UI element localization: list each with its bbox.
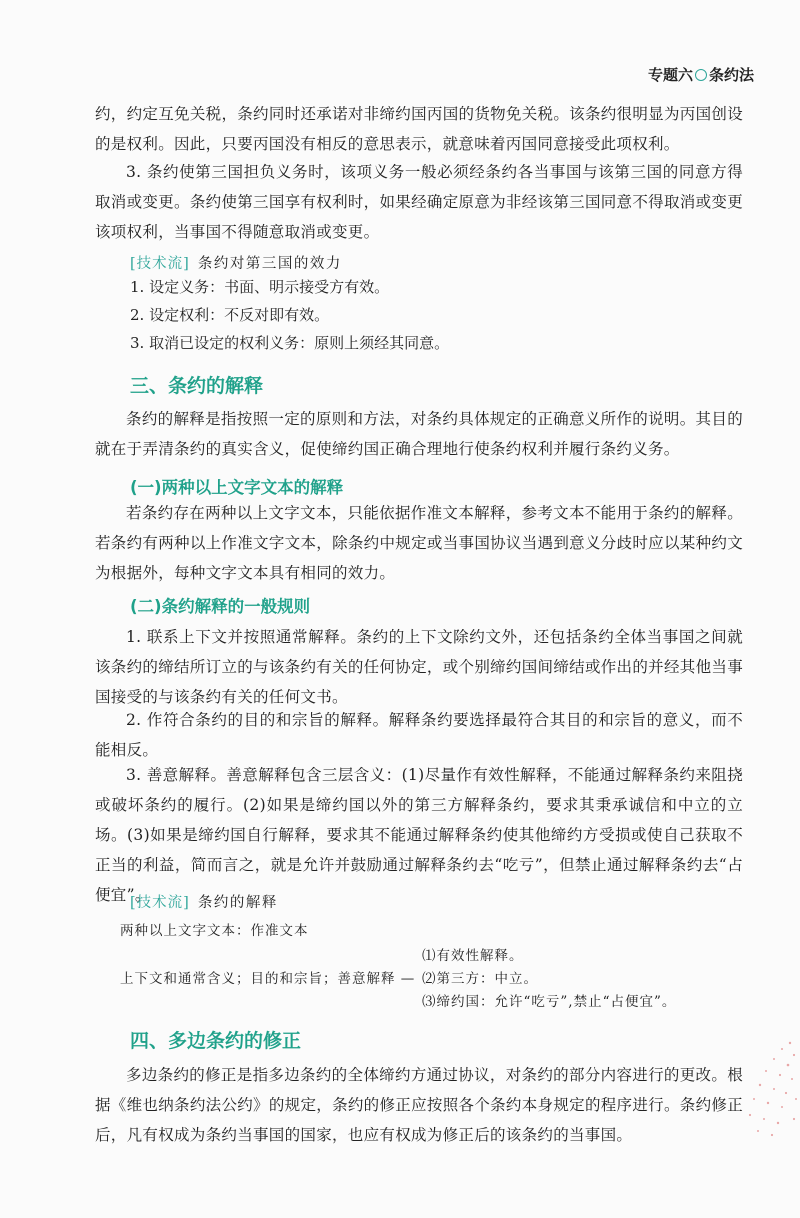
chapter-label: 专题六 [647, 66, 693, 84]
diagram-branch: ⑵第三方：中立。 [422, 971, 538, 987]
section-paragraph: 多边条约的修正是指多边条约的全体缔约方通过协议，对条约的部分内容进行的更改。根据《维也纳条约法公约》的规定，条约的修正应按照各个条约本身规定的程序进行。条约修正后，凡有权成为条约当事国的国家，也应有权成为修正后的该条约的当事国。 [95, 1066, 743, 1144]
tech-tag: [技术流] [130, 256, 190, 272]
section-heading: 三、条约的解释 [130, 375, 264, 397]
diagram-branch: ⑴有效性解释。 [422, 948, 524, 964]
subsection-heading: (二)条约解释的一般规则 [130, 597, 311, 616]
section-heading: 四、多边条约的修正 [130, 1030, 302, 1052]
tech-tag: [技术流] [130, 895, 190, 911]
rule-paragraph: 2. 作符合条约的目的和宗旨的解释。解释条约要选择最符合其目的和宗旨的意义，而不能相反。 [95, 711, 743, 759]
rule-paragraph: 1. 联系上下文并按照通常解释。条约的上下文除约文外，还包括条约全体当事国之间就该条约的缔结所订立的与该条约有关的任何协定，或个别缔约国间缔结或作出的并经其他当事国接受的与该条约有关的任何文书。 [95, 628, 743, 706]
tech-title: 条约的解释 [197, 895, 278, 911]
section-intro-paragraph: 条约的解释是指按照一定的原则和方法，对条约具体规定的正确意义所作的说明。其目的就在于弄清条约的真实含义，促使缔约国正确合理地行使条约权利并履行条约义务。 [95, 410, 743, 458]
chapter-title: 条约法 [708, 66, 754, 84]
tech-title: 条约对第三国的效力 [197, 256, 342, 272]
decorative-flourish [730, 1035, 800, 1145]
paragraph-continued: 约，约定互免关税，条约同时还承诺对非缔约国丙国的货物免关税。该条约很明显为丙国创设的是权利。因此，只要丙国没有相反的意思表示，就意味着丙国同意接受此项权利。 [95, 105, 743, 153]
tech-list-item: 3. 取消已设定的权利义务：原则上须经其同意。 [130, 334, 450, 352]
circle-separator-icon [695, 69, 707, 81]
diagram-branch: ⑶缔约国：允许“吃亏”,禁止“占便宜”。 [422, 994, 677, 1010]
running-header [648, 64, 754, 85]
subsection-paragraph: 若条约存在两种以上文字文本，只能依据作准文本解释，参考文本不能用于条约的解释。若条约有两种以上作准文字文本，除条约中规定或当事国协议当遇到意义分歧时应以某种约文为根据外，每种文字文本具有相同的效力。 [95, 504, 743, 582]
diagram-line: 两种以上文字文本：作准文本 [120, 923, 309, 939]
paragraph-third-state-obligation: 3. 条约使第三国担负义务时，该项义务一般必须经条约各当事国与该第三国的同意方得取消或变更。条约使第三国享有权利时，如果经确定原意为非经该第三国同意不得取消或变更该项权利，当事国不得随意取消或变更。 [95, 163, 743, 241]
tech-list-item: 1. 设定义务：书面、明示接受方有效。 [130, 278, 390, 296]
tech-box-heading [130, 252, 342, 273]
diagram-left-label: 上下文和通常含义；目的和宗旨；善意解释 — [120, 971, 416, 987]
tech-box-heading [130, 891, 278, 912]
subsection-heading: (一)两种以上文字文本的解释 [130, 478, 344, 497]
rule-paragraph: 3. 善意解释。善意解释包含三层含义：(1)尽量作有效性解释，不能通过解释条约来阻挠或破坏条约的履行。(2)如果是缔约国以外的第三方解释条约，要求其秉承诚信和中立的立场。(3)如果是缔约国自行解释，要求其不能通过解释条约使其他缔约方受损或使自己获取不正当的利益，简而言之，就是允许并鼓励通过解释条约去“吃亏”，但禁止通过解释条约去“占便宜”。 [95, 766, 743, 904]
tech-list-item: 2. 设定权利：不反对即有效。 [130, 306, 330, 324]
